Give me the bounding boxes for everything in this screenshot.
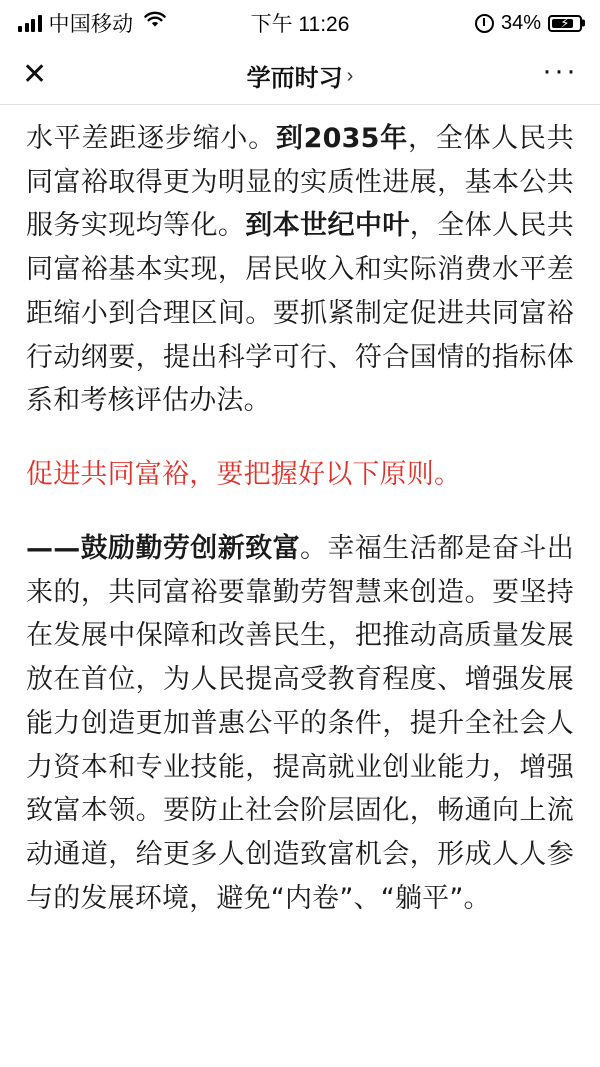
more-options-icon[interactable]: ··· <box>542 54 578 87</box>
battery-percent-label: 34% <box>500 11 541 34</box>
status-bar-right <box>475 12 582 35</box>
status-bar-clock: 下午 11:26 <box>250 13 350 36</box>
article-text: 。幸福生活都是奋斗出来的，共同富裕要靠勤劳智慧来创造。要坚持在发展中保障和改善民生，把推动高质量发展放在首位，为人民提高受教育程度、增强发展能力创造更加普惠公平的条件，提升全社会人力资本和专业技能，提高就业创业能力，增强致富本领。要防止社会阶层固化，畅通向上流动通道，给更多人创造致富机会，形成人人参与的发展环境，避免“内卷”、“躺平”。 <box>26 532 574 914</box>
rotation-lock-icon <box>475 14 494 33</box>
status-bar-left <box>18 8 167 38</box>
wifi-icon <box>143 11 167 35</box>
signal-bars-icon <box>18 15 42 32</box>
article-text: ，全体人民共同富裕取得更为明显的实质性进展，基本公共服务实现均等化。 <box>26 123 574 242</box>
article-text-bold: ——鼓励勤劳创新致富 <box>26 532 300 564</box>
article-paragraph <box>26 527 574 921</box>
article-text: 促进共同富裕，要把握好以下原则。 <box>26 459 462 491</box>
article-text-bold: 到本世纪中叶 <box>245 210 410 242</box>
article-paragraph-list <box>26 117 574 920</box>
chevron-right-icon[interactable]: › <box>346 64 354 87</box>
navigation-bar <box>0 46 600 104</box>
close-icon[interactable]: ✕ <box>22 58 48 91</box>
battery-charging-icon: ⚡ <box>548 15 582 32</box>
article-content[interactable] <box>0 105 600 1067</box>
article-text: ，全体人民共同富裕基本实现，居民收入和实际消费水平差距缩小到合理区间。要抓紧制定促进共同富裕行动纲要，提出科学可行、符合国情的指标体系和考核评估办法。 <box>26 210 574 417</box>
carrier-label: 中国移动 <box>48 13 134 36</box>
article-text-bold: 到2035年 <box>275 123 408 154</box>
article-text: 水平差距逐步缩小。 <box>26 123 276 154</box>
page-title <box>0 54 600 93</box>
article-paragraph <box>26 117 574 423</box>
page-title-text: 学而时习 <box>246 64 343 92</box>
article-paragraph <box>26 453 574 497</box>
status-bar <box>0 0 600 46</box>
